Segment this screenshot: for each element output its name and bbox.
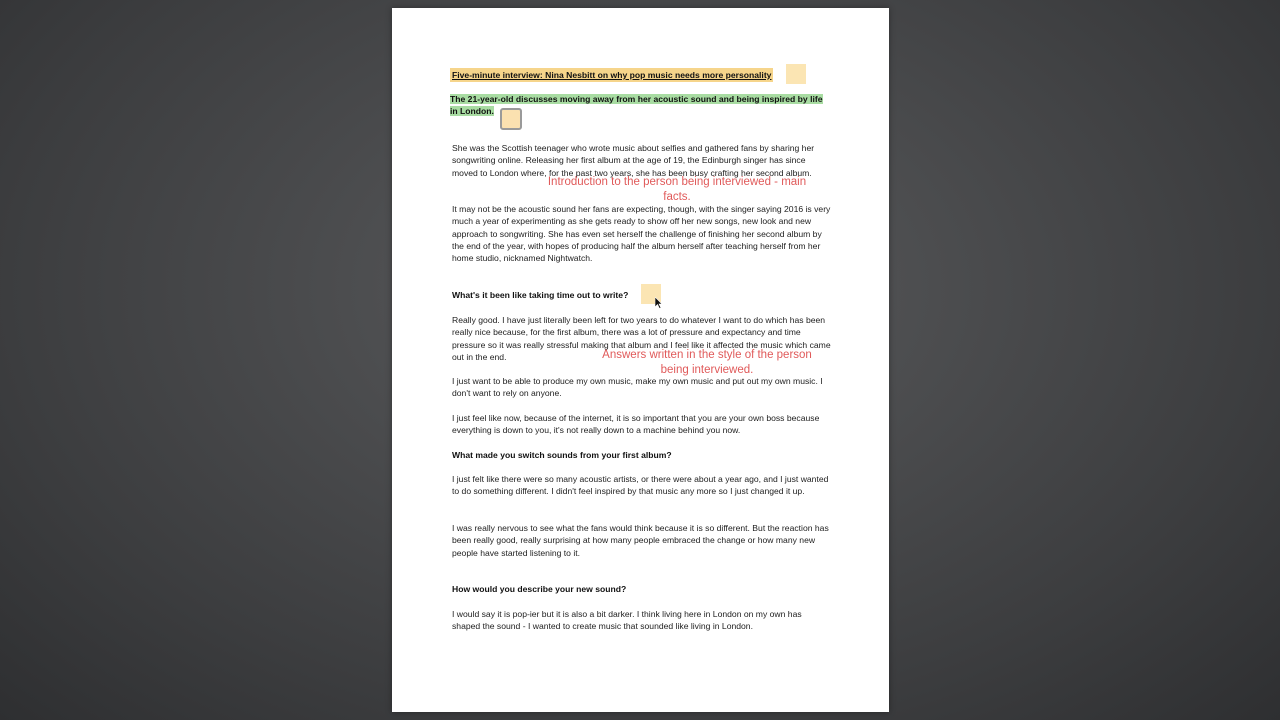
answer-1-paragraph-1: Really good. I have just literally been left for two years to do whatever I want to do which has been really nice because, for the first album, there was a lot of pressure and expectancy and time pressure so it was really stressful making that album and I feel like it affected the music which came out in the end. — [452, 315, 831, 362]
document-page — [392, 8, 889, 712]
sticky-note-marker[interactable] — [786, 64, 806, 84]
intro-paragraph-1: She was the Scottish teenager who wrote music about selfies and gathered fans by sharing her songwriting online. Releasing her first album at the age of 19, the Edinburgh singer has since moved to London where, for the past two years, she has been busy crafting her second album. — [452, 143, 815, 178]
answer-3-paragraph-1: I would say it is pop-ier but it is also a bit darker. I think living here in London on my own has shaped the sound - I wanted to create music that sounded like living in London. — [452, 609, 802, 632]
question-2: What made you switch sounds from your first album? — [452, 450, 672, 460]
intro-annotation: Introduction to the person being interviewed - main facts. — [547, 176, 807, 203]
article-title: Five-minute interview: Nina Nesbitt on why pop music needs more personality — [452, 70, 772, 80]
intro-paragraph-2: It may not be the acoustic sound her fans are expecting, though, with the singer saying 2016 is very much a year of experimenting as she gets ready to show off her new songs, new look and new approach to songwriting. She has even set herself the challenge of finishing her second album by the end of the year, with hopes of producing half the album herself after teaching herself from her home studio, nicknamed Nightwatch. — [452, 204, 831, 264]
answer-2-paragraph-2: I was really nervous to see what the fans would think because it is so different. But the reaction has been really good, really surprising at how many people embraced the change or how many new people have started listening to it. — [452, 523, 829, 558]
question-1: What's it been like taking time out to write? — [452, 290, 629, 300]
selected-sticky-note-marker[interactable] — [500, 108, 522, 130]
question-3: How would you describe your new sound? — [452, 584, 627, 594]
answer-1-paragraph-3: I just feel like now, because of the internet, it is so important that you are your own boss because everything is down to you, it's not really down to a machine behind you now. — [452, 413, 820, 436]
answers-annotation: Answers written in the style of the person being interviewed. — [602, 349, 812, 376]
mouse-cursor-icon — [655, 297, 663, 309]
answer-1-paragraph-2: I just want to be able to produce my own music, make my own music and put out my own music. I don't want to rely on anyone. — [452, 376, 823, 399]
standfirst-text: The 21-year-old discusses moving away from her acoustic sound and being inspired by life in London. — [450, 94, 823, 117]
answer-2-paragraph-1: I just felt like there were so many acoustic artists, or there were about a year ago, and I just wanted to do something different. I didn't feel inspired by that music any more so I just changed it up. — [452, 474, 829, 497]
